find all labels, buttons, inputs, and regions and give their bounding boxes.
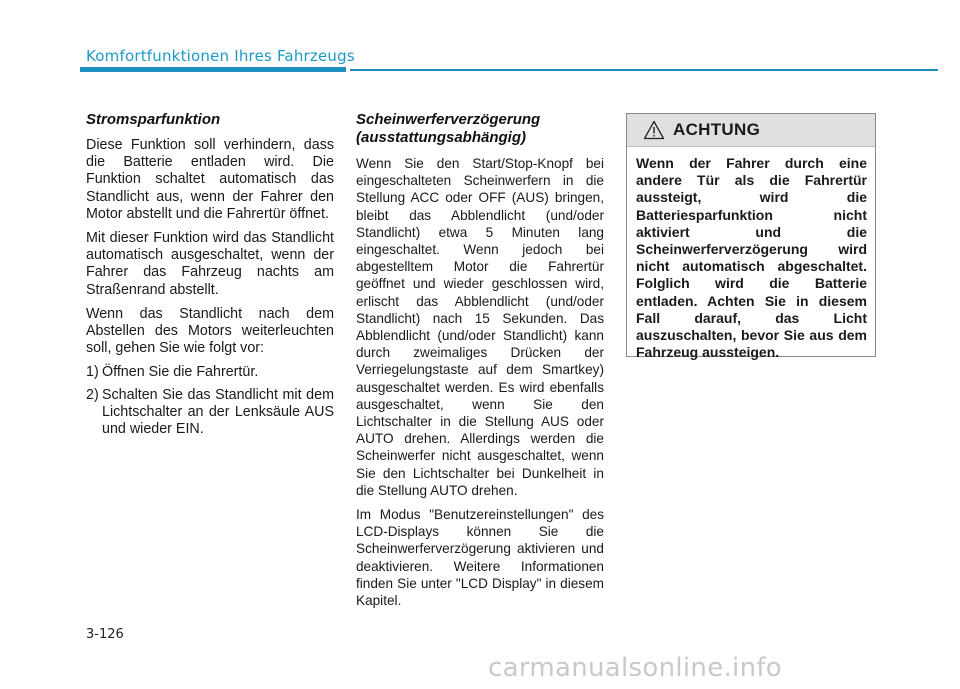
paragraph: Im Modus "Benutzereinstellungen" des LCD-Displays können Sie die Scheinwerferverzögerung aktivieren und deaktivieren. Weitere Informationen finden Sie unter "LCD Display" in diesem Kapitel. — [356, 507, 604, 609]
watermark: carmanualsonline.info — [488, 653, 783, 683]
paragraph: Diese Funktion soll verhindern, dass die Batterie entladen wird. Die Funktion schaltet automatisch das Standlicht aus, wenn der Fahrer den Motor abstellt und die Fahrertür öffnet. — [86, 137, 334, 222]
list-text: Schalten Sie das Standlicht mit dem Lichtschalter an der Lenksäule AUS und wieder EIN. — [102, 386, 334, 438]
column-scheinwerferverzoegerung — [356, 111, 604, 616]
warning-triangle-icon — [643, 120, 665, 140]
list-number: 2) — [86, 386, 99, 403]
list-number: 1) — [86, 364, 99, 381]
warning-title: ACHTUNG — [673, 120, 761, 139]
list-text: Öffnen Sie die Fahrertür. — [102, 364, 259, 381]
paragraph: Wenn Sie den Start/Stop-Knopf bei eingeschalteten Scheinwerfern in die Stellung ACC oder OFF (AUS) bringen, bleibt das Abblendlicht (und/oder Standlicht) etwa 5 Minuten lang eingeschaltet. Wenn jedoch bei abgestelltem Motor die Fahrertür geöffnet und wieder geschlossen wird, erlischt das Abblendlicht (und/oder Standlicht) nach 15 Sekunden. Das Abblendlicht (und/oder Standlicht) kann durch zweimaliges Drücken der Verriegelungstaste auf dem Smartkey) ausgeschaltet werden. Es wird ebenfalls ausgeschaltet, wenn Sie den Lichtschalter in die Stellung AUS oder AUTO drehen. Allerdings werden die Scheinwerfer nicht ausgeschaltet, wenn Sie den Lichtschalter bei Dunkelheit in die Stellung AUTO drehen. — [356, 156, 604, 498]
header-accent-bar — [80, 67, 346, 72]
column-stromsparfunktion — [86, 111, 334, 443]
warning-text: Wenn der Fahrer durch eine andere Tür als die Fahrertür aussteigt, wird die Batteriesparfunktion nicht aktiviert und die Scheinwerferverzögerung wird nicht automatisch abgeschaltet. Folglich wird die Batterie entladen. Achten Sie in diesem Fall darauf, das Licht auszuschalten, bevor Sie aus dem Fahrzeug aussteigen. — [636, 155, 867, 361]
warning-header — [627, 114, 875, 147]
paragraph: Mit dieser Funktion wird das Standlicht automatisch ausgeschaltet, wenn der Fahrer das Fahrzeug nachts am Straßenrand abstellt. — [86, 230, 334, 298]
page-number: 3-126 — [86, 627, 124, 642]
list-item — [86, 387, 334, 439]
warning-box — [626, 113, 876, 361]
list-item — [86, 364, 334, 381]
paragraph: Wenn das Standlicht nach dem Abstellen des Motors weiterleuchten soll, gehen Sie wie folgt vor: — [86, 305, 334, 357]
heading-stromsparfunktion: Stromsparfunktion — [86, 111, 221, 128]
section-title: Komfortfunktionen Ihres Fahrzeugs — [86, 47, 355, 65]
heading-scheinwerferverzoegerung: Scheinwerferverzögerung (ausstattungsabhängig) — [356, 111, 541, 146]
header-rule — [350, 69, 938, 71]
